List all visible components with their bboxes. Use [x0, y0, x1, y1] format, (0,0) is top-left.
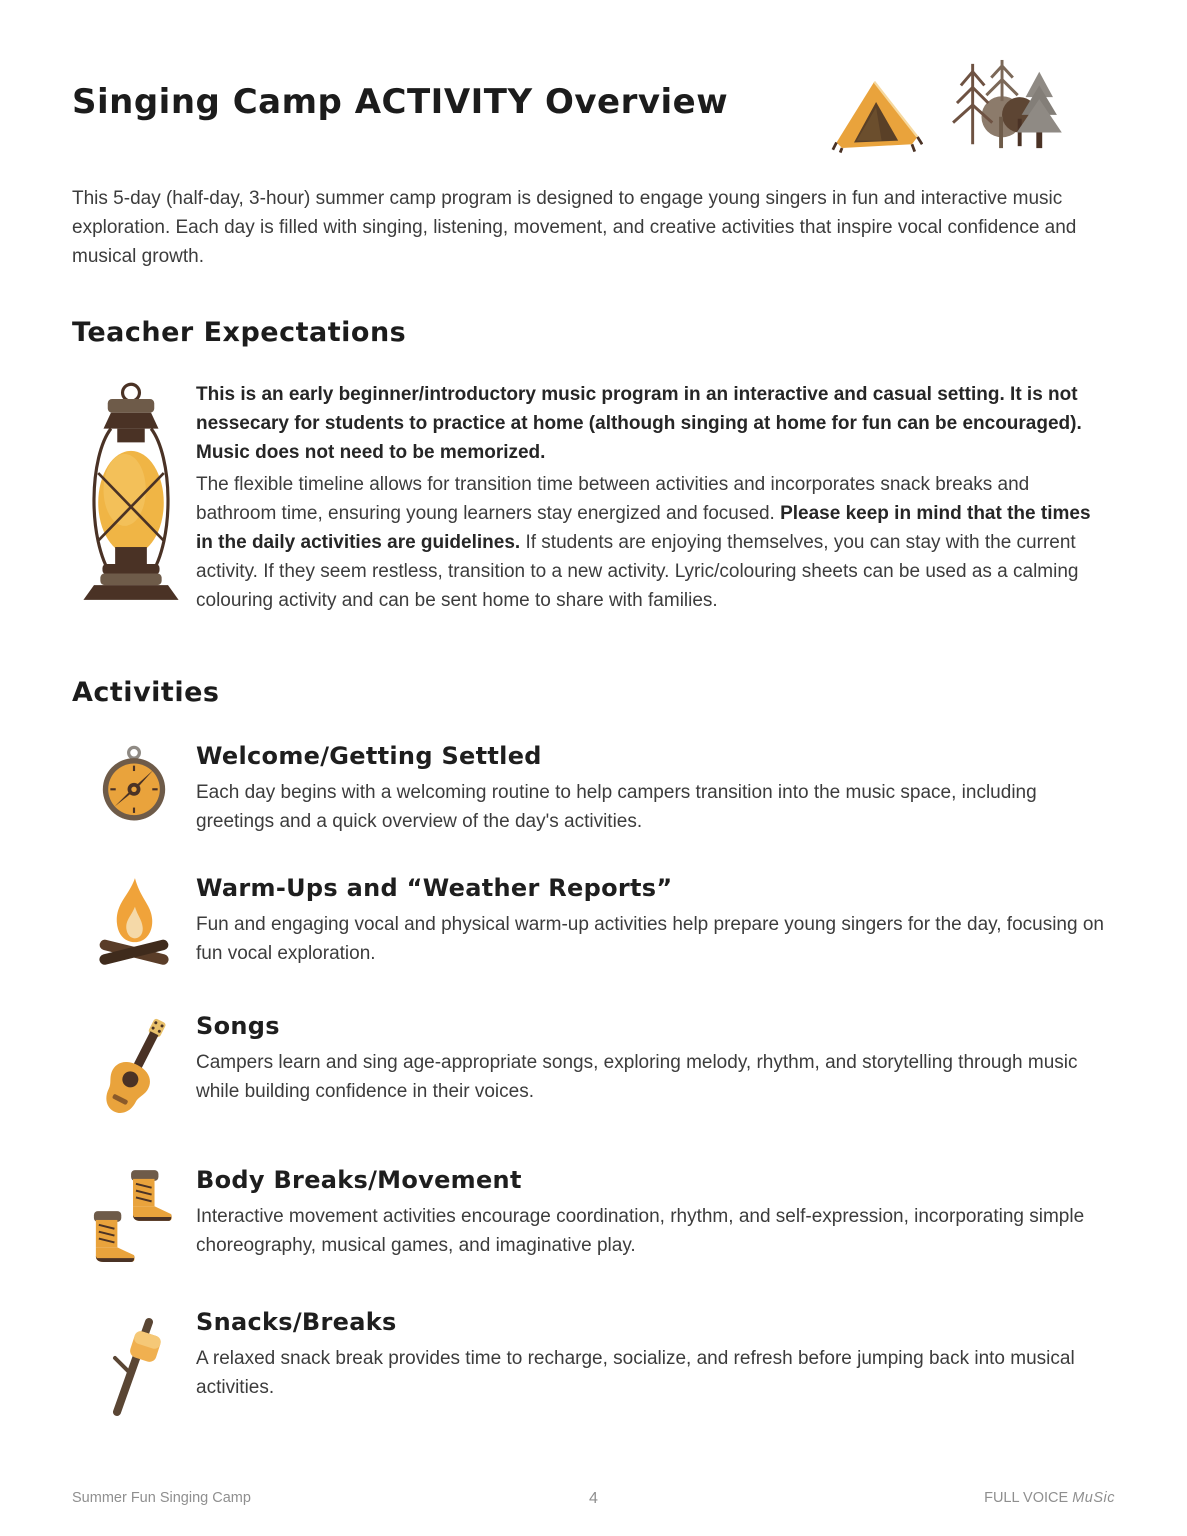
footer-brand	[984, 1490, 1115, 1506]
marshmallow-stick-icon	[72, 1308, 196, 1420]
compass-icon	[72, 742, 196, 836]
activity-description: Each day begins with a welcoming routine to help campers transition into the music space, including greetings and a quick overview of the day's activities.	[196, 782, 1037, 832]
activity-item-songs	[72, 1012, 1109, 1128]
guitar-icon	[72, 1012, 196, 1128]
expectations-paragraph-part2: If students are enjoying themselves, you can stay with the current activity. If they seem restless, transition to a new activity. Lyric/colouring sheets can be used as a calming colouring activity and can be sent home to share with families.	[196, 532, 1079, 611]
expectations-bold-paragraph: This is an early beginner/introductory music program in an interactive and casual setting. It is not nessecary for students to practice at home (although singing at home for fun can be encouraged). Music does not need to be memorized.	[196, 384, 1082, 463]
activity-description: A relaxed snack break provides time to recharge, socialize, and refresh before jumping back into musical activities.	[196, 1348, 1075, 1398]
activity-description: Campers learn and sing age-appropriate songs, exploring melody, rhythm, and storytelling through music while building confidence in their voices.	[196, 1052, 1078, 1102]
activity-item-snacks	[72, 1308, 1109, 1420]
activity-description: Fun and engaging vocal and physical warm-up activities help prepare young singers for the day, focusing on fun vocal exploration.	[196, 914, 1104, 964]
footer-document-name: Summer Fun Singing Camp	[72, 1490, 251, 1506]
activity-item-bodybreaks	[72, 1166, 1109, 1270]
activity-title: Body Breaks/Movement	[196, 1166, 522, 1194]
activity-title: Warm-Ups and “Weather Reports”	[196, 874, 673, 902]
activity-text-welcome	[196, 742, 1109, 836]
teacher-expectations-text	[196, 380, 1109, 615]
expectations-paragraph-bold: Please keep in mind that the times in the daily activities are guidelines.	[196, 503, 1091, 553]
boots-icon	[72, 1166, 196, 1270]
header-illustrations	[831, 58, 1063, 154]
page-number: 4	[589, 1490, 598, 1507]
activity-description: Interactive movement activities encourage coordination, rhythm, and self-expression, incorporating simple choreography, musical games, and imaginative play.	[196, 1206, 1085, 1256]
activity-text-songs	[196, 1012, 1109, 1128]
activity-title: Snacks/Breaks	[196, 1308, 397, 1336]
activity-item-welcome	[72, 742, 1109, 836]
footer-brand-main: FULL VOICE	[984, 1490, 1069, 1506]
activity-text-snacks	[196, 1308, 1109, 1420]
teacher-expectations-heading: Teacher Expectations	[72, 317, 407, 348]
page-footer	[72, 1490, 1115, 1506]
header	[72, 58, 1109, 154]
page-title: Singing Camp ACTIVITY Overview	[72, 82, 729, 122]
forest-trees-icon	[945, 58, 1063, 154]
campfire-icon	[72, 874, 196, 974]
tent-icon	[831, 72, 923, 154]
activity-text-bodybreaks	[196, 1166, 1109, 1270]
activity-title: Welcome/Getting Settled	[196, 742, 542, 770]
activity-item-warmups	[72, 874, 1109, 974]
lantern-icon	[72, 380, 196, 615]
footer-brand-script: MuSic	[1072, 1490, 1115, 1506]
activity-title: Songs	[196, 1012, 280, 1040]
activity-text-warmups	[196, 874, 1109, 974]
activities-heading: Activities	[72, 677, 220, 708]
expectations-paragraph	[196, 470, 1109, 615]
intro-paragraph: This 5-day (half-day, 3-hour) summer camp program is designed to engage young singers in fun and interactive music exploration. Each day is filled with singing, listening, movement, and creative activities that inspire vocal confidence and musical growth.	[72, 188, 1077, 267]
teacher-expectations-section	[72, 380, 1109, 615]
expectations-paragraph-part1: The flexible timeline allows for transition time between activities and incorporates snack breaks and bathroom time, ensuring young learners stay energized and focused.	[196, 474, 1030, 524]
activity-list	[72, 742, 1109, 1420]
